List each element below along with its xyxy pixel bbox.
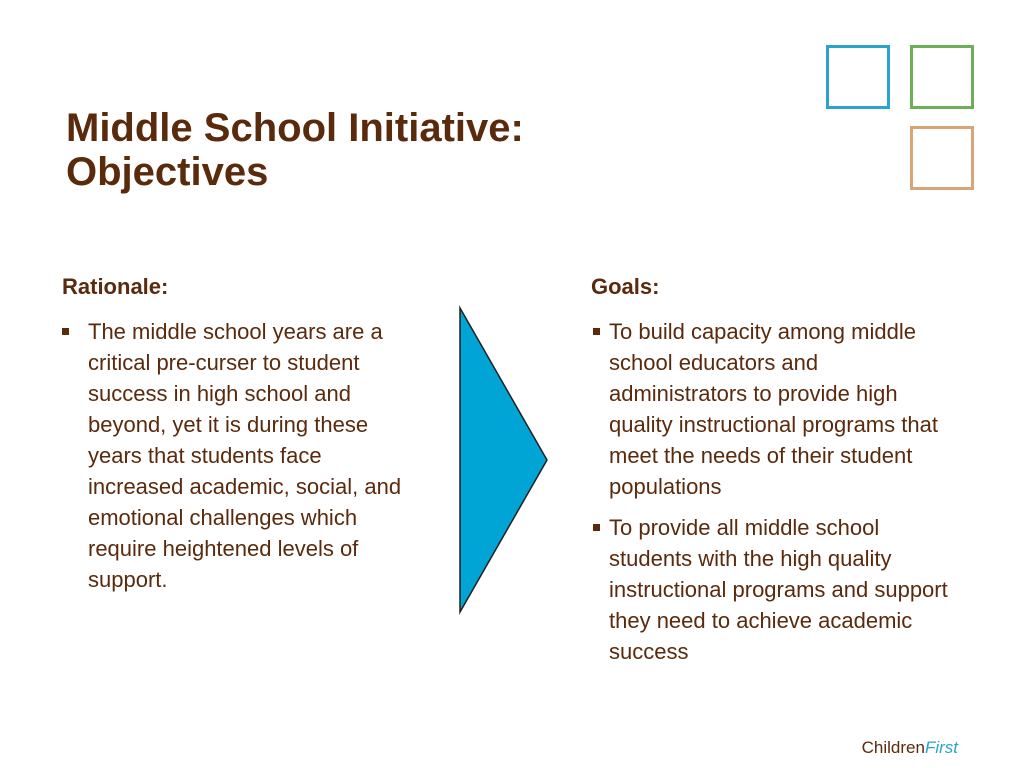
- square-bullet-icon: [62, 328, 69, 335]
- rationale-bullet: [62, 316, 422, 595]
- arrow-icon: [455, 305, 555, 615]
- decorative-square-green: [910, 45, 974, 109]
- slide-title: [66, 106, 766, 194]
- goals-column: [591, 272, 961, 677]
- goals-list: [591, 316, 961, 667]
- logo-part-first: First: [924, 738, 958, 757]
- childrenfirst-logo: [862, 738, 958, 758]
- rationale-bullet-text: The middle school years are a critical pre-curser to student success in high school and beyond, yet it is during these years that students face increased academic, social, and emotional challenges which require heightened levels of support.: [88, 319, 402, 592]
- logo-part-children: Children: [861, 738, 925, 757]
- goals-bullet-text: To provide all middle school students with the high quality instructional programs and support they need to achieve academic success: [609, 515, 948, 664]
- slide-title-line-1: Middle School Initiative:: [66, 106, 524, 150]
- square-bullet-icon: [593, 328, 600, 335]
- decorative-square-blue: [826, 45, 890, 109]
- decorative-square-tan: [910, 126, 974, 190]
- goals-heading: Goals:: [591, 274, 660, 299]
- rationale-column: [62, 272, 422, 605]
- goals-bullet: [591, 316, 961, 502]
- goals-bullet-text: To build capacity among middle school educators and administrators to provide high quality instructional programs that meet the needs of their student populations: [609, 319, 938, 499]
- rationale-heading: Rationale:: [62, 274, 169, 299]
- square-bullet-icon: [593, 524, 600, 531]
- slide-title-line-2: Objectives: [66, 150, 269, 194]
- rationale-list: [62, 316, 422, 595]
- goals-bullet: [591, 512, 961, 667]
- arrow-triangle: [460, 308, 547, 612]
